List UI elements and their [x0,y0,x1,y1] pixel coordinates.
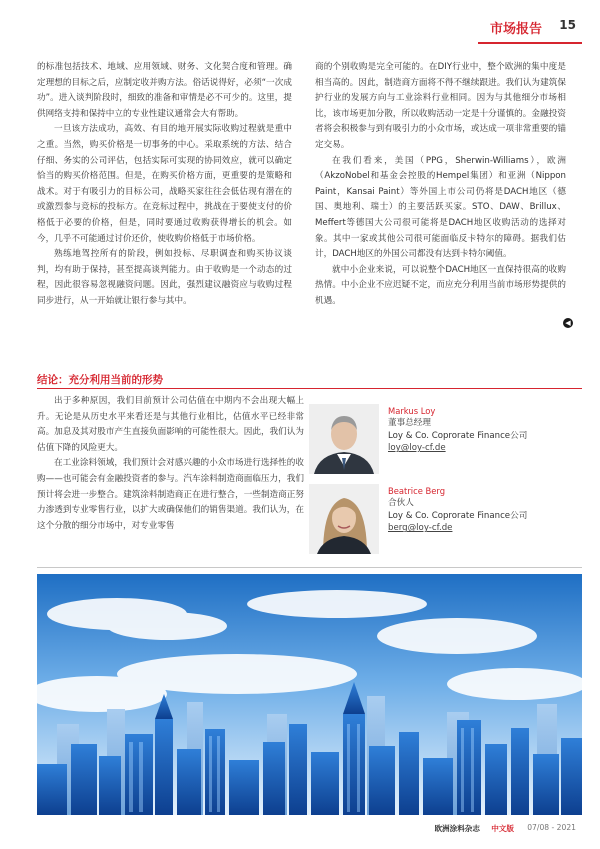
conclusion-rule [37,388,582,389]
author-title: 董事总经理 [388,418,431,429]
author-card-markus-loy [309,404,579,496]
author-name: Markus Loy [388,406,436,416]
footer-issue: 07/08 - 2021 [527,823,576,832]
left-paragraph-3: 熟练地驾控所有的阶段，例如投标、尽职调查和购买协议谈判，均有助于保持，甚至提高谈判能力。由于收购是一个动态的过程，因此很容易忽视融资问题。因此，强烈建议融资应与收购过程同步进行，从一开始就让银行参与其中。 [37,249,292,306]
author-card-beatrice-berg [309,484,579,576]
page-footer [0,823,600,839]
author-email-link[interactable]: loy@loy-cf.de [388,443,446,454]
author-company: Loy & Co. Coprorate Finance公司 [388,430,528,441]
right-column [315,60,566,310]
continue-arrow-icon: ◀ [563,318,573,328]
author-title: 合伙人 [388,498,414,509]
image-top-rule [37,567,582,568]
left-paragraph-2: 一旦该方法成功，高效、有目的地开展实际收购过程就是重中之重。当然，购买价格是一切事务的中心。采取系统的方法、结合仔细、务实的公司评估，包括实际可实现的协同效应，就可以确定恰当的购买价格范围。但是，在购买价格方面，更重要的是策略和战术。对于有吸引力的目标公司，战略买家往往会低估现有潜在的或激烈参与竞标的投标方。在竞标过程中，挑战在于要使支付的价格低于必要的价格，但是，同时要通过收购获得增长的机会。如今，几乎不可能通过讨价还价，使收购价格低于市场价格。 [37,124,292,244]
right-paragraph-3: 就中小企业来说，可以说整个DACH地区一直保持很高的收购热情。中小企业不应迟疑不定，而应充分利用当前市场形势提供的机遇。 [315,264,566,306]
footer-edition: 中文版 [491,824,514,833]
city-skyline-illustration [37,574,582,815]
page-header [0,0,600,46]
footer-magazine: 欧洲涂料杂志 [434,824,480,833]
conclusion-body [37,394,304,534]
author-name: Beatrice Berg [388,486,446,496]
right-paragraph-2: 在我们看来，美国（PPG，Sherwin-Williams），欧洲（AkzoNobel和基金会控股的Hempel集团）和亚洲（Nippon Paint，Kansai Paint）等外国上市公司仍将是DACH地区（德国、奥地利、瑞士）的主要活跃买家。STO、DAW、Brillux、Meffert等德国大公司很可能将是DACH地区收购活动的选择对象。其中一家或其他公司很可能面临反卡特尔的障碍。据我们估计，DACH地区的外国公司都没有达到卡特尔阈值。 [315,155,566,260]
header-rule [478,42,582,44]
author-company: Loy & Co. Coprorate Finance公司 [388,510,528,521]
author-info-beatrice-berg [388,485,527,535]
avatar-beatrice-berg [309,484,379,554]
avatar-markus-loy [309,404,379,474]
conclusion-title: 结论：充分利用当前的形势 [37,374,163,386]
section-header-title: 市场报告 [489,22,542,37]
left-paragraph-1: 的标准包括技术、地域、应用领域、财务、文化契合度和管理。确定理想的目标之后，应制定收并购方法。俗话说得好，必须“一次成功”。进入谈判阶段时，细致的准备和审情是必不可少的。这里，提供网络支持和保持中立的专业性建议通常会大有帮助。 [37,62,292,119]
conclusion-paragraph-2: 在工业涂料领域，我们预计会对感兴趣的小众市场进行选择性的收购——也可能会有金融投资者的参与。汽车涂料制造商面临压力，我们预计将会进一步整合。建筑涂料制造商正在进行整合，一些制造商正努力渗透到专业零售行业，以扩大或确保他们的销售渠道。我们认为，在这个分散的细分市场中，对专业零售 [37,458,304,531]
conclusion-paragraph-1: 出于多种原因，我们目前预计公司估值在中期内不会出现大幅上升。无论是从历史水平来看还是与其他行业相比，估值水平已经非常高。加息及其对股市产生直接负面影响的可能性很大。因此，我们认为估值下降的风险更大。 [37,396,304,453]
right-paragraph-1: 商的个别收购是完全可能的。在DIY行业中，整个欧洲的集中度是相当高的。因此，制造商方面将不得不继续跟进。我们认为建筑保护行业的发展方向与工业涂料行业相同。因为与其他细分市场相比，该市场更加分散，所以收购活动一定是十分谨慎的。金融投资者将会积极参与到有吸引力的小众市场，或达成一项非常重要的锚定交易。 [315,62,566,150]
author-email-link[interactable]: berg@loy-cf.de [388,523,453,534]
left-column [37,60,292,310]
author-info-markus-loy [388,405,527,455]
page-number: 15 [559,18,576,32]
